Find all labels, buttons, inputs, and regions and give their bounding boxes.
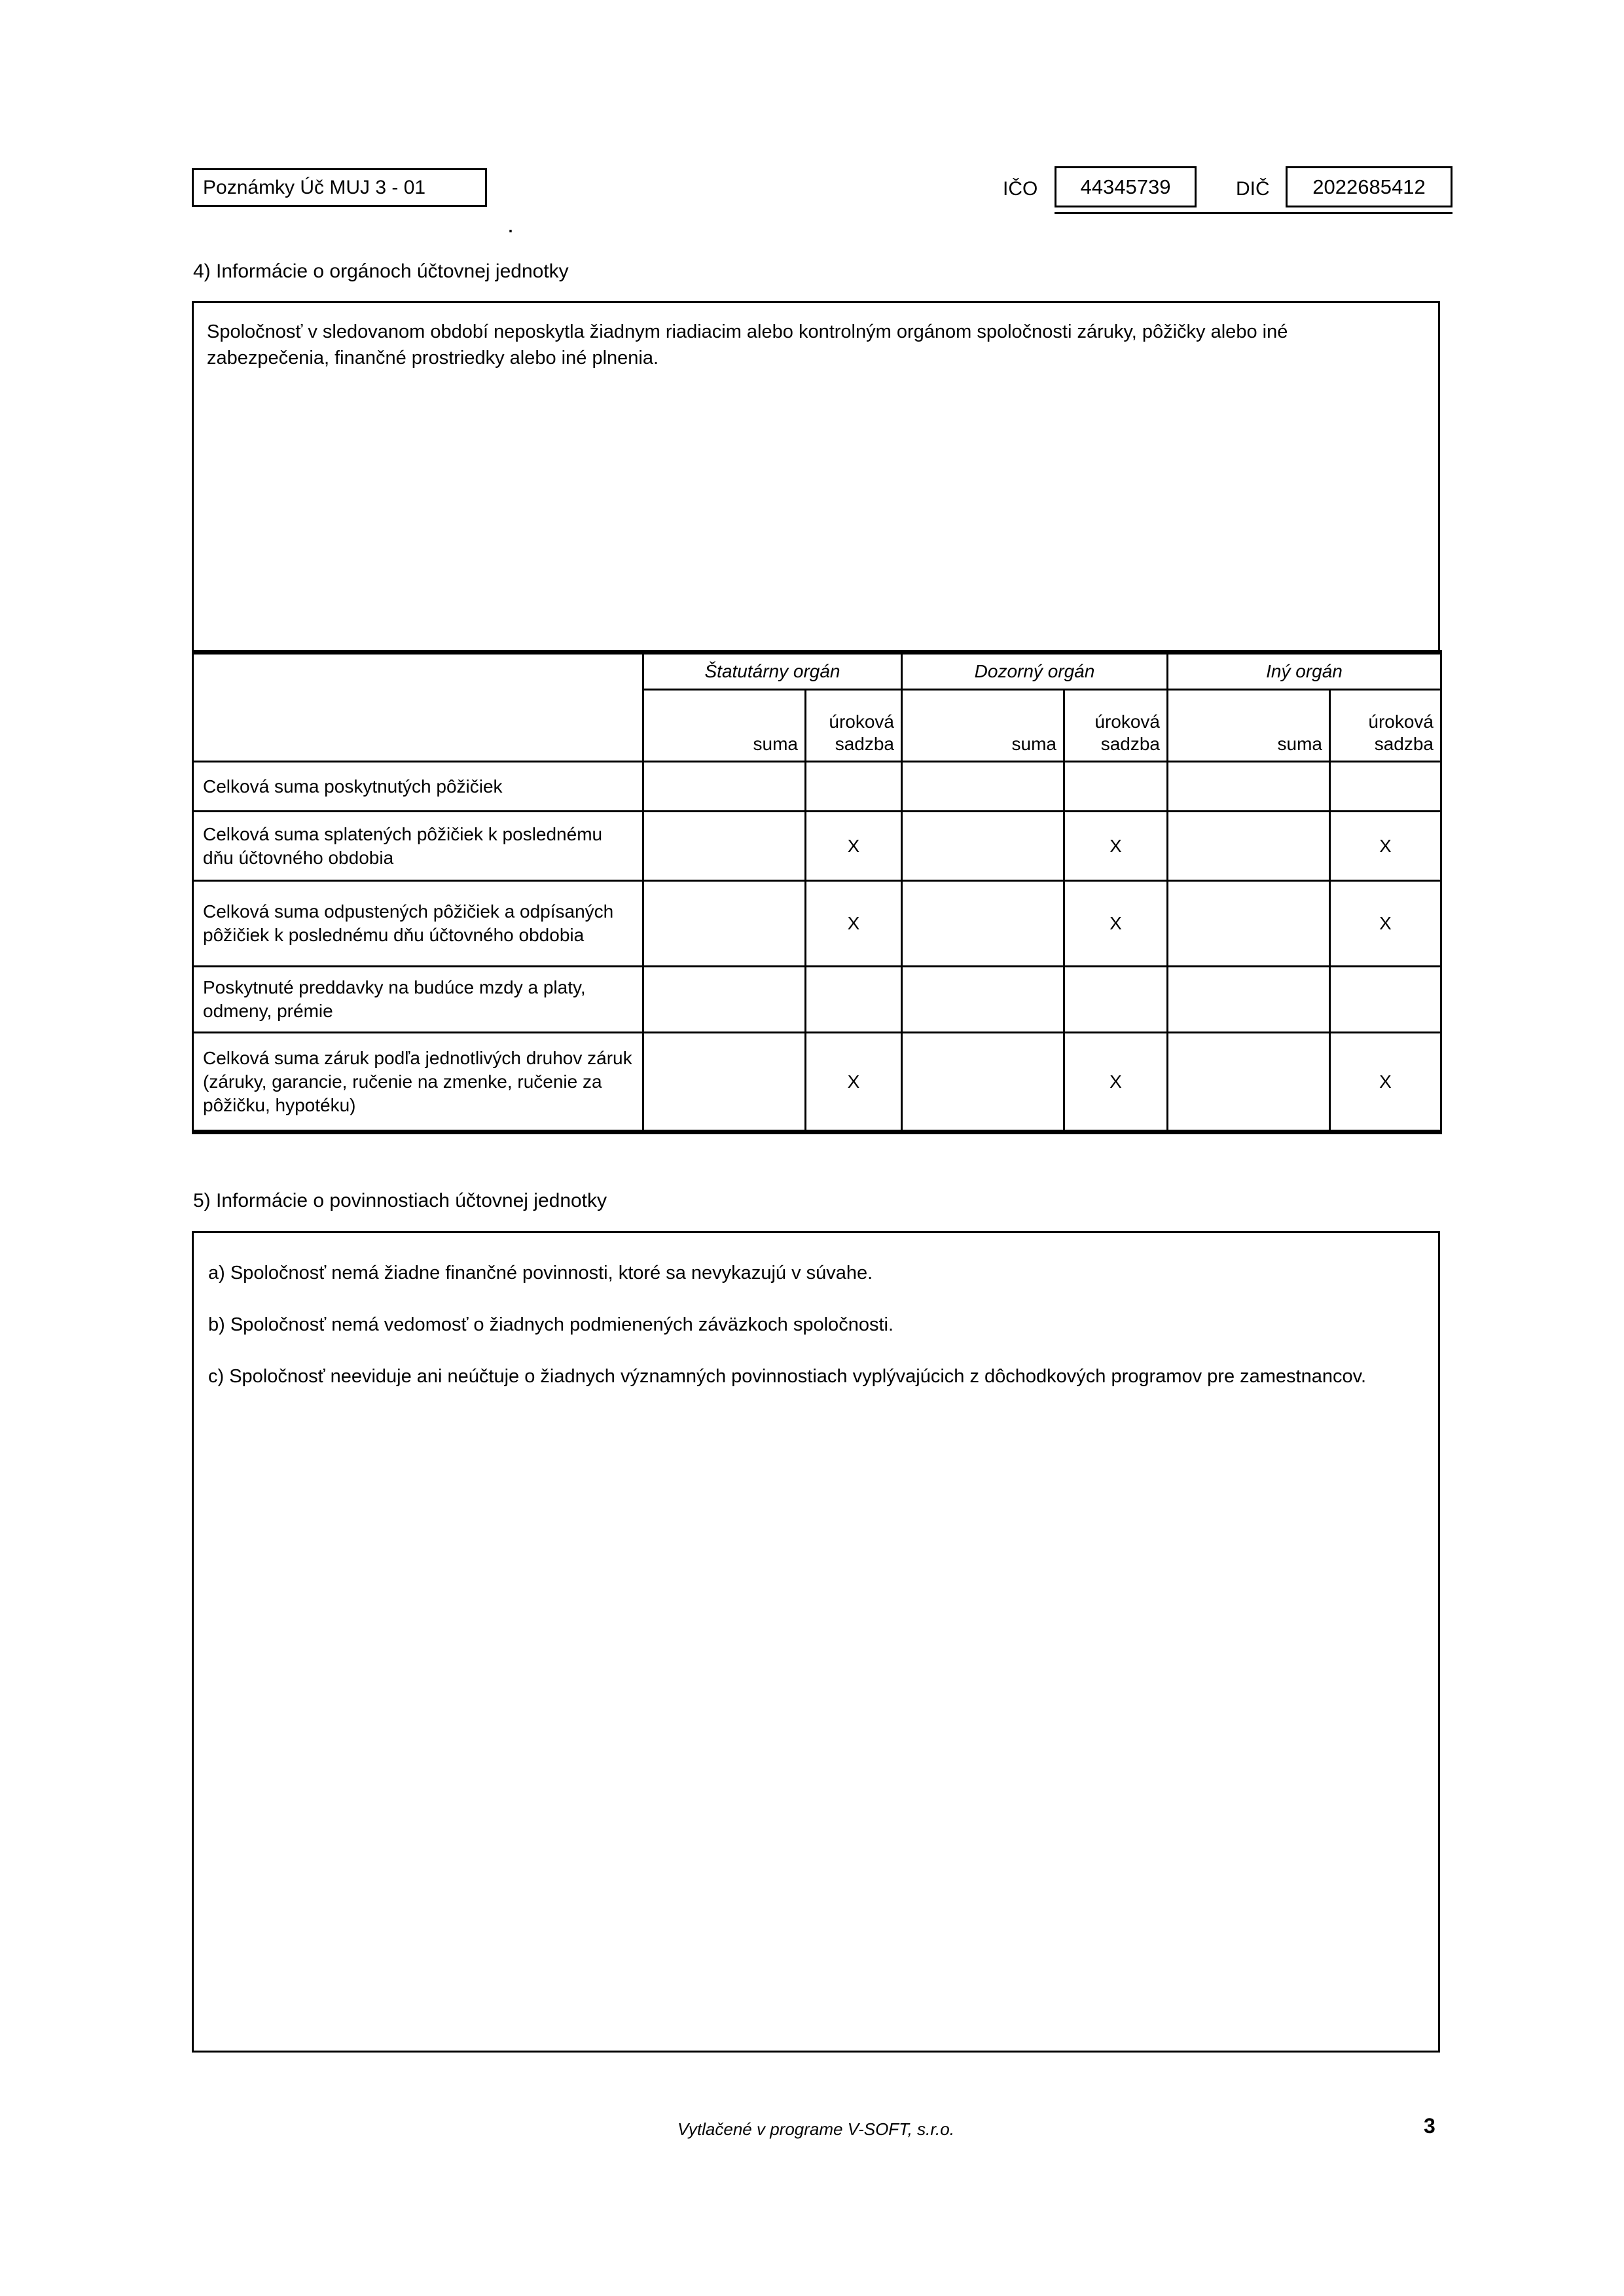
group-header-statutarny-organ: Štatutárny orgán xyxy=(643,653,902,690)
table-cell: X xyxy=(1064,881,1168,967)
table-cell xyxy=(1168,967,1330,1033)
form-title-box xyxy=(192,168,487,207)
section4-heading: 4) Informácie o orgánoch účtovnej jednotky xyxy=(193,260,569,282)
table-cell: X xyxy=(1064,1033,1168,1132)
table-row xyxy=(193,881,1441,967)
table-cell xyxy=(902,967,1064,1033)
dic-value-box xyxy=(1286,166,1453,207)
table-cell xyxy=(806,967,902,1033)
footer-printed-by: Vytlačené v programe V-SOFT, s.r.o. xyxy=(677,2119,954,2139)
row-label: Celková suma poskytnutých pôžičiek xyxy=(193,762,643,812)
ico-value-box xyxy=(1055,166,1197,207)
form-title: Poznámky Úč MUJ 3 - 01 xyxy=(203,176,426,198)
table-cell xyxy=(902,1033,1064,1132)
table-cell xyxy=(1168,1033,1330,1132)
table-cell: X xyxy=(1330,881,1441,967)
table-cell: X xyxy=(1330,812,1441,881)
table-cell xyxy=(643,762,806,812)
table-cell xyxy=(643,1033,806,1132)
table-cell: X xyxy=(806,812,902,881)
sub-header-suma: suma xyxy=(643,690,806,762)
table-cell xyxy=(902,812,1064,881)
table-cell: X xyxy=(806,1033,902,1132)
stray-mark: . xyxy=(507,211,514,238)
table-cell: X xyxy=(1064,812,1168,881)
header-underline xyxy=(1055,212,1453,214)
table-row xyxy=(193,1033,1441,1132)
table-cell xyxy=(1168,762,1330,812)
section4-note-text: Spoločnosť v sledovanom období neposkytla žiadnym riadiacim alebo kontrolným orgánom spoločnosti záruky, pôžičky alebo iné zabezpečenia, finančné prostriedky alebo iné plnenia. xyxy=(207,321,1288,368)
row-label: Celková suma záruk podľa jednotlivých druhov záruk (záruky, garancie, ručenie na zmenke, ručenie za pôžičku, hypotéku) xyxy=(193,1033,643,1132)
sub-header-urokova-sadzba: úroková sadzba xyxy=(806,690,902,762)
table-row xyxy=(193,812,1441,881)
table-cell xyxy=(643,967,806,1033)
table-cell: X xyxy=(806,881,902,967)
table-cell xyxy=(1330,762,1441,812)
ico-value: 44345739 xyxy=(1080,175,1171,198)
row-label: Poskytnuté preddavky na budúce mzdy a platy, odmeny, prémie xyxy=(193,967,643,1033)
table-cell xyxy=(902,881,1064,967)
table-cell xyxy=(1168,881,1330,967)
table-row xyxy=(193,762,1441,812)
section5-heading: 5) Informácie o povinnostiach účtovnej jednotky xyxy=(193,1190,607,1211)
table-cell xyxy=(1064,762,1168,812)
row-label: Celková suma splatených pôžičiek k poslednému dňu účtovného obdobia xyxy=(193,812,643,881)
section4-note-box xyxy=(192,301,1440,650)
ico-label: IČO xyxy=(1003,178,1038,200)
page-number: 3 xyxy=(1424,2114,1435,2138)
table-cell xyxy=(806,762,902,812)
table-cell xyxy=(1168,812,1330,881)
table-cell xyxy=(902,762,1064,812)
table-cell: X xyxy=(1330,1033,1441,1132)
table-row xyxy=(193,967,1441,1033)
table-cell xyxy=(1064,967,1168,1033)
organs-table xyxy=(192,650,1442,1134)
section5-paragraph-b: b) Spoločnosť nemá vedomosť o žiadnych podmienených záväzkoch spoločnosti. xyxy=(208,1314,894,1335)
table-cell xyxy=(643,881,806,967)
sub-header-urokova-sadzba: úroková sadzba xyxy=(1064,690,1168,762)
table-cell xyxy=(643,812,806,881)
section5-paragraph-c: c) Spoločnosť neeviduje ani neúčtuje o žiadnych významných povinnostiach vyplývajúcich z dôchodkových programov pre zamestnancov. xyxy=(208,1366,1367,1387)
sub-header-suma: suma xyxy=(1168,690,1330,762)
table-corner-cell xyxy=(193,653,643,762)
table-cell xyxy=(1330,967,1441,1033)
table-group-header-row xyxy=(193,653,1441,690)
dic-label: DIČ xyxy=(1236,178,1270,200)
sub-header-urokova-sadzba: úroková sadzba xyxy=(1330,690,1441,762)
section5-paragraph-a: a) Spoločnosť nemá žiadne finančné povinnosti, ktoré sa nevykazujú v súvahe. xyxy=(208,1263,873,1283)
section5-box xyxy=(192,1231,1440,2053)
dic-value: 2022685412 xyxy=(1312,175,1426,198)
group-header-iny-organ: Iný orgán xyxy=(1168,653,1441,690)
group-header-dozorny-organ: Dozorný orgán xyxy=(902,653,1168,690)
sub-header-suma: suma xyxy=(902,690,1064,762)
row-label: Celková suma odpustených pôžičiek a odpísaných pôžičiek k poslednému dňu účtovného obdobia xyxy=(193,881,643,967)
